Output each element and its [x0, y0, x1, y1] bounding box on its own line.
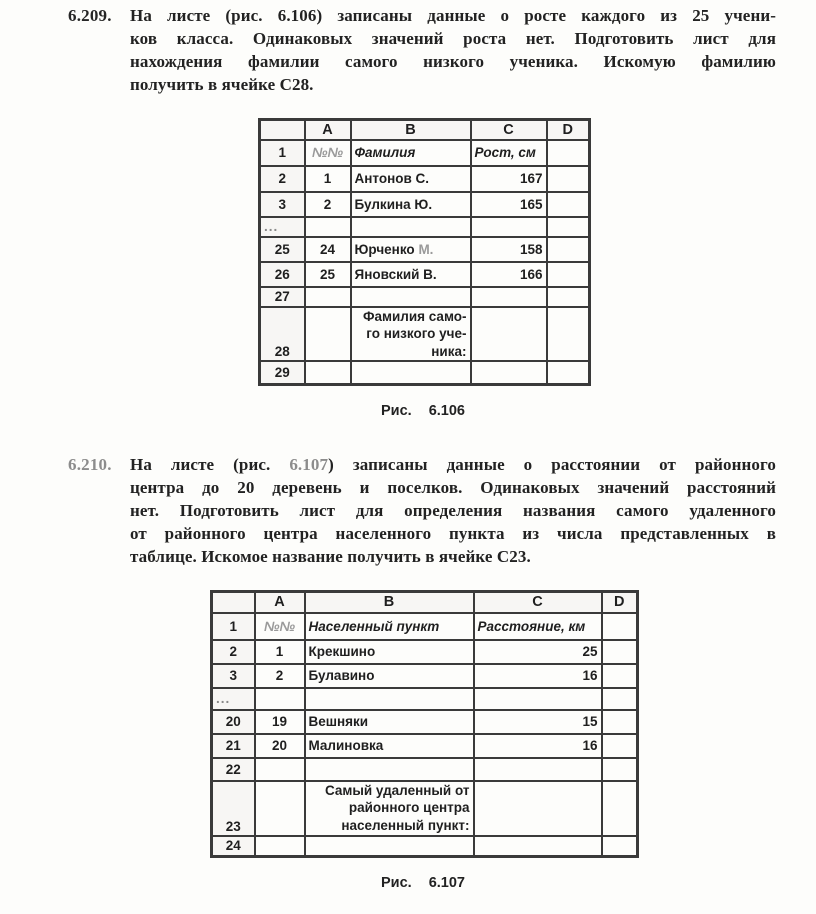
empty-cell — [351, 287, 471, 307]
result-value-cell — [474, 781, 602, 836]
empty-cell — [305, 836, 474, 857]
row-number-cell: 21 — [212, 734, 255, 758]
table-row — [212, 734, 638, 758]
problem-text — [130, 4, 776, 96]
empty-cell — [471, 287, 547, 307]
cell-index: 2 — [255, 664, 305, 688]
empty-cell — [602, 613, 638, 640]
cell-name: Малиновка — [305, 734, 474, 758]
empty-cell — [255, 688, 305, 710]
table-row — [212, 710, 638, 734]
spreadsheet-figure-6107 — [210, 590, 639, 858]
empty-cell — [305, 688, 474, 710]
table-row — [260, 166, 590, 192]
row-number-cell: 3 — [260, 192, 305, 217]
row-number-cell: 3 — [212, 664, 255, 688]
caption-label: Рис. — [381, 403, 412, 419]
column-header-row — [260, 120, 590, 140]
problem-text-line: от районного центра населенного пункта из числа представленных в — [130, 524, 776, 543]
empty-cell — [255, 781, 305, 836]
table-row — [260, 192, 590, 217]
cell-index: 20 — [255, 734, 305, 758]
cell-name: Булкина Ю. — [351, 192, 471, 217]
table-row — [212, 640, 638, 664]
cell-name: Вешняки — [305, 710, 474, 734]
table-row — [212, 664, 638, 688]
figure-ref-faded: 6.107 — [289, 455, 329, 474]
cell-value: 165 — [471, 192, 547, 217]
empty-cell — [474, 688, 602, 710]
line-segment: ) записаны данные о расстоянии от районного — [328, 455, 776, 474]
cell-name-header: Населенный пункт — [305, 613, 474, 640]
cell-name: Антонов С. — [351, 166, 471, 192]
row-number-cell: 27 — [260, 287, 305, 307]
empty-cell — [305, 307, 351, 362]
row-number-cell: 2 — [260, 166, 305, 192]
corner-cell — [260, 120, 305, 140]
problem-text-line: нет. Подготовить лист для определения названия самого удаленного — [130, 501, 776, 520]
problem-text-line: нахождения фамилии самого низкого ученика. Искомую фамилию — [130, 52, 776, 71]
empty-cell — [351, 217, 471, 237]
table-row — [260, 262, 590, 287]
empty-cell — [547, 307, 590, 362]
cell-name — [351, 237, 471, 262]
row-number-cell: 25 — [260, 237, 305, 262]
table-row — [212, 836, 638, 857]
empty-cell — [602, 710, 638, 734]
empty-cell — [255, 758, 305, 781]
empty-cell — [351, 361, 471, 384]
result-label-line: Самый удаленный от — [324, 782, 470, 798]
figure-caption-6107 — [210, 875, 636, 891]
problem-text-line: получить в ячейке С28. — [130, 75, 314, 94]
result-label-line: Фамилия само- — [362, 308, 467, 324]
empty-cell — [547, 287, 590, 307]
problem-text-line: центра до 20 деревень и поселков. Одинаковых значений расстояний — [130, 478, 776, 497]
problem-text-line: На листе (рис. 6.106) записаны данные о росте каждого из 25 учени- — [130, 6, 776, 25]
cell-index: 2 — [305, 192, 351, 217]
empty-cell — [602, 734, 638, 758]
empty-cell — [602, 781, 638, 836]
empty-cell — [305, 758, 474, 781]
row-number-cell: 29 — [260, 361, 305, 384]
problem-text-line — [130, 453, 776, 476]
surname-initial-faded: М. — [418, 241, 434, 257]
cell-index: 19 — [255, 710, 305, 734]
table-row — [212, 613, 638, 640]
problem-text-line: ков класса. Одинаковых значений роста нет. Подготовить лист для — [130, 29, 776, 48]
empty-cell — [305, 217, 351, 237]
cell-index: 25 — [305, 262, 351, 287]
empty-cell — [474, 758, 602, 781]
spreadsheet-figure-6106 — [258, 118, 591, 386]
result-value-cell — [471, 307, 547, 362]
cell-index: 24 — [305, 237, 351, 262]
column-header-c: C — [471, 120, 547, 140]
ellipsis-row-marker: ... — [260, 217, 305, 237]
result-label-cell — [305, 781, 474, 836]
row-number-cell: 26 — [260, 262, 305, 287]
empty-cell — [471, 361, 547, 384]
table-row-result — [212, 781, 638, 836]
table-row-result — [260, 307, 590, 362]
cell-name: Яновский В. — [351, 262, 471, 287]
cell-index: 1 — [305, 166, 351, 192]
empty-cell — [602, 640, 638, 664]
line-segment: На листе (рис. — [130, 455, 290, 474]
cell-name: Булавино — [305, 664, 474, 688]
row-number-cell: 28 — [260, 307, 305, 362]
result-label-line: районного центра — [348, 800, 470, 816]
empty-cell — [255, 836, 305, 857]
caption-number: 6.106 — [428, 403, 465, 419]
column-header-d: D — [547, 120, 590, 140]
empty-cell — [547, 262, 590, 287]
cell-value: 158 — [471, 237, 547, 262]
problem-number: 6.210. — [68, 455, 112, 474]
table-row — [260, 361, 590, 384]
result-label-line: ника: — [431, 343, 467, 359]
table-row — [212, 758, 638, 781]
cell-index-header: №№ — [255, 613, 305, 640]
cell-value: 167 — [471, 166, 547, 192]
row-number-cell: 24 — [212, 836, 255, 857]
cell-index: 1 — [255, 640, 305, 664]
cell-name-header: Фамилия — [351, 140, 471, 166]
cell-value: 16 — [474, 664, 602, 688]
empty-cell — [305, 361, 351, 384]
empty-cell — [547, 217, 590, 237]
row-number-cell: 23 — [212, 781, 255, 836]
column-header-b: B — [305, 592, 474, 613]
row-number-cell: 1 — [260, 140, 305, 166]
row-number-cell: 2 — [212, 640, 255, 664]
problem-number: 6.209. — [68, 6, 112, 25]
table-row-ellipsis — [212, 688, 638, 710]
empty-cell — [547, 361, 590, 384]
empty-cell — [547, 166, 590, 192]
column-header-row — [212, 592, 638, 613]
empty-cell — [602, 758, 638, 781]
empty-cell — [547, 192, 590, 217]
cell-value: 25 — [474, 640, 602, 664]
problem-text — [130, 453, 776, 568]
cell-name: Крекшино — [305, 640, 474, 664]
column-header-d: D — [602, 592, 638, 613]
empty-cell — [547, 140, 590, 166]
empty-cell — [471, 217, 547, 237]
table-row-ellipsis — [260, 217, 590, 237]
result-label-line: го низкого уче- — [366, 326, 467, 341]
empty-cell — [602, 688, 638, 710]
column-header-c: C — [474, 592, 602, 613]
caption-number: 6.107 — [428, 875, 465, 891]
cell-index-header: №№ — [305, 140, 351, 166]
cell-value: 15 — [474, 710, 602, 734]
column-header-a: A — [255, 592, 305, 613]
cell-value: 166 — [471, 262, 547, 287]
column-header-b: B — [351, 120, 471, 140]
table-row — [260, 140, 590, 166]
ellipsis-row-marker: ... — [212, 688, 255, 710]
empty-cell — [474, 836, 602, 857]
row-number-cell: 20 — [212, 710, 255, 734]
result-label-cell — [351, 307, 471, 362]
empty-cell — [547, 237, 590, 262]
cell-value: 16 — [474, 734, 602, 758]
surname-text: Юрченко — [354, 241, 415, 257]
row-number-cell: 1 — [212, 613, 255, 640]
result-label-line: населенный пункт: — [341, 817, 470, 833]
cell-value-header: Расстояние, км — [474, 613, 602, 640]
corner-cell — [212, 592, 255, 613]
row-number-cell: 22 — [212, 758, 255, 781]
caption-label: Рис. — [381, 875, 412, 891]
problem-text-line: таблице. Искомое название получить в ячейке С23. — [130, 547, 531, 566]
empty-cell — [305, 287, 351, 307]
table-row — [260, 287, 590, 307]
empty-cell — [602, 664, 638, 688]
cell-value-header: Рост, см — [471, 140, 547, 166]
table-row — [260, 237, 590, 262]
figure-caption-6106 — [258, 403, 588, 419]
empty-cell — [602, 836, 638, 857]
column-header-a: A — [305, 120, 351, 140]
